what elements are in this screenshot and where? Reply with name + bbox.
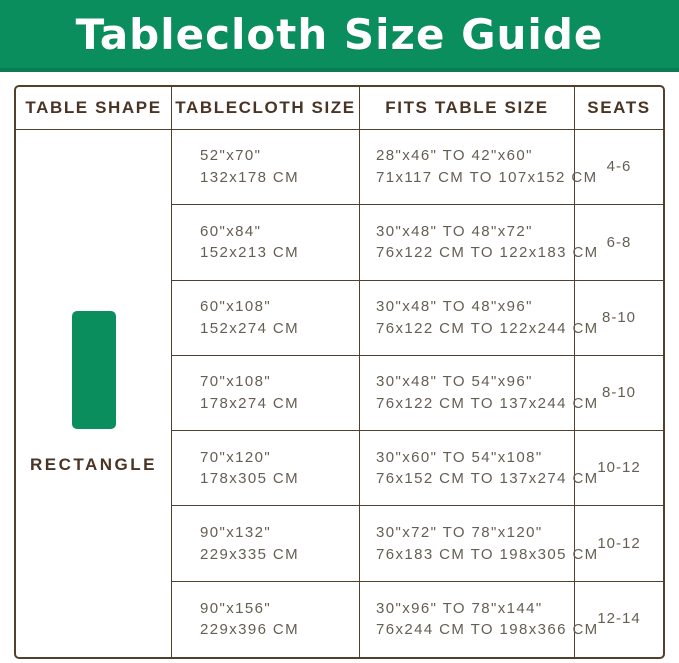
fits-table-size-cell xyxy=(360,356,599,431)
fits-cm: 76x244 CM TO 198x366 CM xyxy=(376,621,599,639)
tablecloth-size-cell xyxy=(172,205,360,280)
tablecloth-size-cell xyxy=(172,582,360,657)
size-cm: 229x396 CM xyxy=(200,621,300,639)
fits-cm: 71x117 CM TO 107x152 CM xyxy=(376,169,598,187)
column-header-table-shape: TABLE SHAPE xyxy=(16,87,172,130)
seats-cell: 6-8 xyxy=(575,205,663,280)
fits-table-size-cell xyxy=(360,582,599,657)
seats-cell: 8-10 xyxy=(575,281,663,356)
tablecloth-size-cell xyxy=(172,431,360,506)
shape-label: RECTANGLE xyxy=(29,455,157,475)
fits-cm: 76x122 CM TO 122x183 CM xyxy=(376,244,599,262)
tablecloth-size-cell xyxy=(172,506,360,581)
column-header-tablecloth-size: TABLECLOTH SIZE xyxy=(172,87,360,130)
seats-cell: 10-12 xyxy=(575,506,663,581)
fits-inches: 30"x60" TO 54"x108" xyxy=(376,448,543,466)
size-inches: 90"x132" xyxy=(200,523,272,541)
fits-cm: 76x122 CM TO 137x244 CM xyxy=(376,394,599,412)
fits-cm: 76x152 CM TO 137x274 CM xyxy=(376,470,599,488)
size-inches: 70"x120" xyxy=(200,448,272,466)
fits-table-size-cell xyxy=(360,281,599,356)
size-inches: 60"x108" xyxy=(200,297,272,315)
size-inches: 70"x108" xyxy=(200,373,272,391)
fits-inches: 30"x72" TO 78"x120" xyxy=(376,523,543,541)
size-cm: 152x213 CM xyxy=(200,244,300,262)
rectangle-shape-icon xyxy=(72,311,116,429)
table-shape-cell xyxy=(16,130,172,657)
tablecloth-size-cell xyxy=(172,281,360,356)
fits-inches: 30"x48" TO 54"x96" xyxy=(376,373,533,391)
fits-inches: 28"x46" TO 42"x60" xyxy=(376,147,533,165)
column-header-seats: SEATS xyxy=(575,87,663,130)
fits-inches: 30"x48" TO 48"x96" xyxy=(376,297,533,315)
fits-inches: 30"x48" TO 48"x72" xyxy=(376,222,533,240)
size-cm: 152x274 CM xyxy=(200,319,300,337)
fits-cm: 76x122 CM TO 122x244 CM xyxy=(376,319,599,337)
size-inches: 90"x156" xyxy=(200,599,272,617)
size-inches: 60"x84" xyxy=(200,222,262,240)
fits-cm: 76x183 CM TO 198x305 CM xyxy=(376,545,599,563)
size-cm: 132x178 CM xyxy=(200,169,300,187)
size-cm: 178x274 CM xyxy=(200,394,300,412)
fits-table-size-cell xyxy=(360,130,598,205)
tablecloth-size-cell xyxy=(172,130,360,205)
seats-cell: 4-6 xyxy=(575,130,663,205)
size-cm: 178x305 CM xyxy=(200,470,300,488)
seats-cell: 10-12 xyxy=(575,431,663,506)
page-title: Tablecloth Size Guide xyxy=(75,9,604,59)
fits-table-size-cell xyxy=(360,506,599,581)
size-guide-table xyxy=(14,85,665,659)
seats-cell: 8-10 xyxy=(575,356,663,431)
fits-table-size-cell xyxy=(360,431,599,506)
size-inches: 52"x70" xyxy=(200,147,262,165)
tablecloth-size-cell xyxy=(172,356,360,431)
fits-inches: 30"x96" TO 78"x144" xyxy=(376,599,543,617)
size-cm: 229x335 CM xyxy=(200,545,300,563)
column-header-fits-table-size: FITS TABLE SIZE xyxy=(360,87,575,130)
title-banner xyxy=(0,0,679,72)
fits-table-size-cell xyxy=(360,205,599,280)
seats-cell: 12-14 xyxy=(597,610,641,628)
